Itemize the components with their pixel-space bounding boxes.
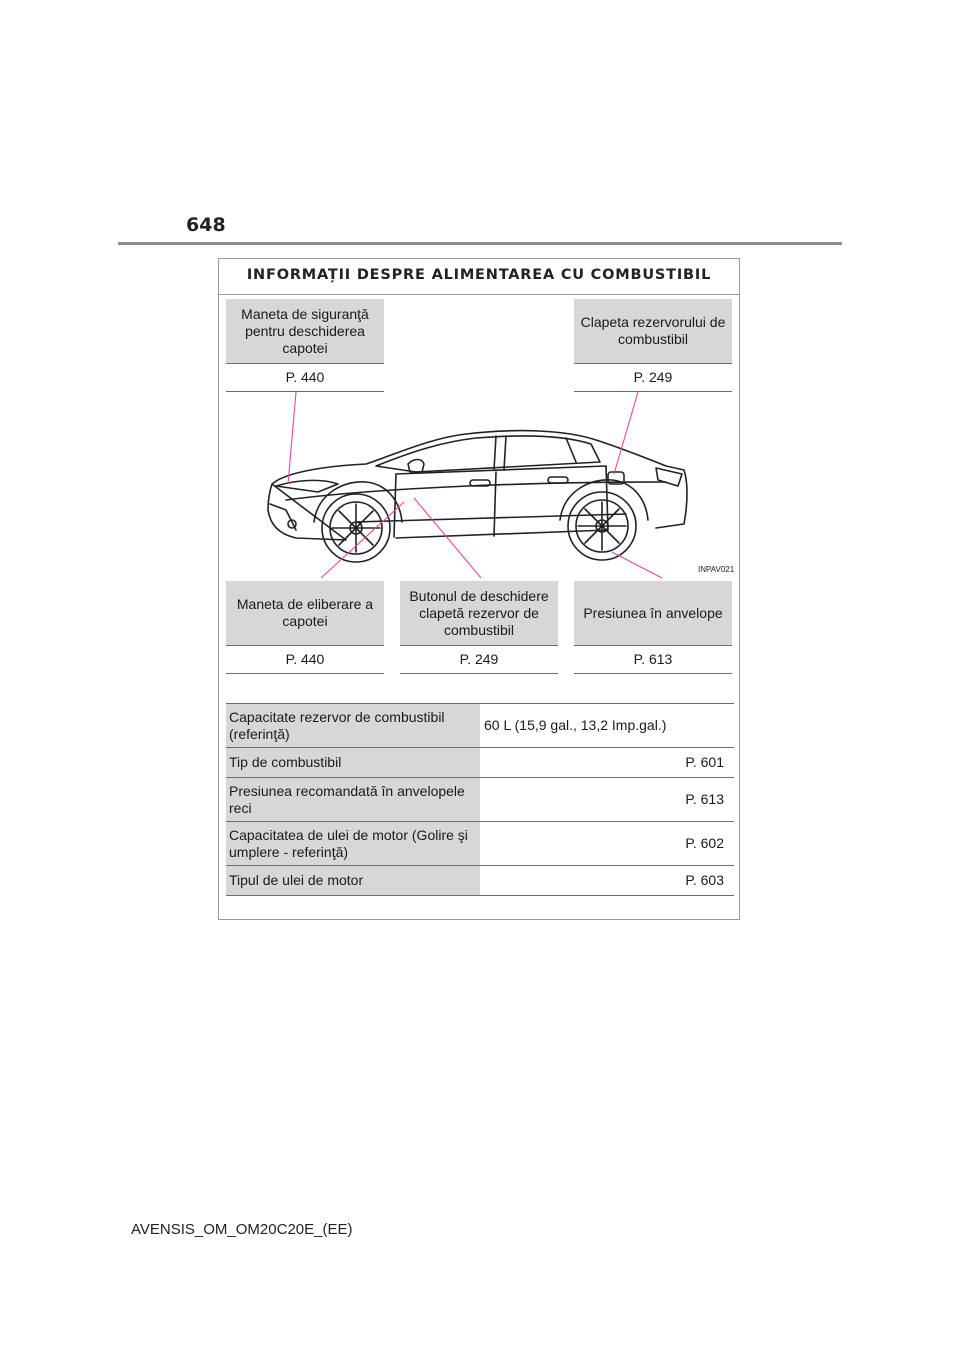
spec-key: Capacitatea de ulei de motor (Golire şi umplere - referinţă)	[226, 822, 480, 866]
callout-label: Presiunea în anvelope	[574, 581, 732, 646]
callout-label: Maneta de eliberare a capotei	[226, 581, 384, 646]
document-footer: AVENSIS_OM_OM20C20E_(EE)	[131, 1221, 353, 1238]
fuel-spec-table	[226, 703, 734, 896]
table-row	[226, 704, 734, 748]
table-row	[226, 748, 734, 778]
callout-label: Maneta de siguranţă pentru deschiderea capotei	[226, 299, 384, 364]
spec-key: Presiunea recomandată în anvelopele reci	[226, 778, 480, 822]
callout-page-ref: P. 249	[400, 646, 558, 674]
spec-key: Tipul de ulei de motor	[226, 866, 480, 896]
table-row	[226, 866, 734, 896]
callout-page-ref: P. 613	[574, 646, 732, 674]
spec-value: P. 601	[480, 748, 734, 778]
callout-fuel-filler-door	[574, 299, 732, 392]
callout-page-ref: P. 440	[226, 646, 384, 674]
table-row	[226, 778, 734, 822]
spec-value: P. 613	[480, 778, 734, 822]
car-outline	[268, 431, 687, 562]
panel-title: INFORMAȚII DESPRE ALIMENTAREA CU COMBUSTIBIL	[219, 259, 739, 295]
car-side-view-diagram	[226, 392, 736, 582]
header-rule	[118, 242, 842, 245]
callout-page-ref: P. 249	[574, 364, 732, 392]
table-row	[226, 822, 734, 866]
spec-key: Capacitate rezervor de combustibil (referinţă)	[226, 704, 480, 748]
spec-key: Tip de combustibil	[226, 748, 480, 778]
callout-hood-safety-lever	[226, 299, 384, 392]
spec-value: P. 603	[480, 866, 734, 896]
diagram-code: INPAV021	[698, 565, 735, 574]
callout-tire-pressure	[574, 581, 732, 674]
callout-hood-release-lever	[226, 581, 384, 674]
callout-page-ref: P. 440	[226, 364, 384, 392]
page-number: 648	[186, 214, 226, 236]
callout-label: Clapeta rezervorului de combustibil	[574, 299, 732, 364]
callout-label: Butonul de deschidere clapetă rezervor de combustibil	[400, 581, 558, 646]
spec-value: P. 602	[480, 822, 734, 866]
spec-value: 60 L (15,9 gal., 13,2 Imp.gal.)	[480, 704, 734, 748]
callout-fuel-door-opener	[400, 581, 558, 674]
